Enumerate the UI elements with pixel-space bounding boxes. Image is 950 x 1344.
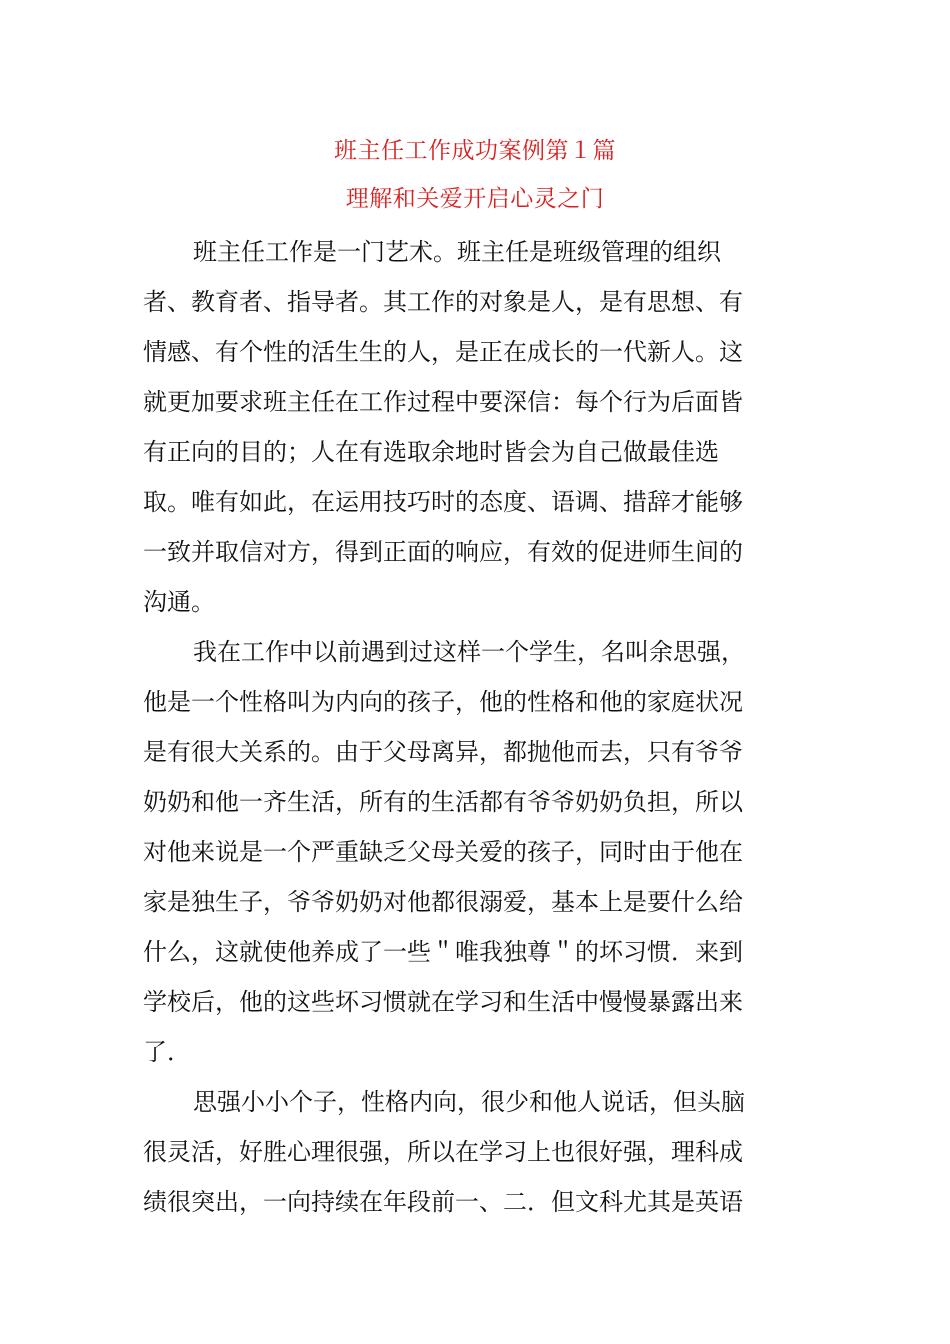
paragraph-line: 他是一个性格叫为内向的孩子，他的性格和他的家庭状况	[143, 688, 743, 716]
paragraph-line: 思强小小个子，性格内向，很少和他人说话，但头脑	[193, 1088, 745, 1116]
paragraph-line: 取。唯有如此，在运用技巧时的态度、语调、措辞才能够	[143, 488, 743, 516]
paragraph-line: 一致并取信对方，得到正面的响应，有效的促进师生间的	[143, 538, 743, 566]
paragraph-line: 者、教育者、指导者。其工作的对象是人，是有思想、有	[143, 288, 743, 316]
paragraph-line: 情感、有个性的活生生的人，是正在成长的一代新人。这	[143, 338, 743, 366]
paragraph-line: 是有很大关系的。由于父母离异，都抛他而去，只有爷爷	[143, 738, 743, 766]
document-subtitle: 理解和关爱开启心灵之门	[345, 186, 605, 212]
paragraph-line: 班主任工作是一门艺术。班主任是班级管理的组织	[193, 238, 721, 266]
paragraph-line: 我在工作中以前遇到过这样一个学生，名叫余思强，	[193, 638, 745, 666]
paragraph-line: 了．	[143, 1038, 191, 1066]
document-title: 班主任工作成功案例第１篇	[334, 138, 616, 164]
paragraph-line: 奶奶和他一齐生活，所有的生活都有爷爷奶奶负担，所以	[143, 788, 743, 816]
paragraph-line: 学校后，他的这些坏习惯就在学习和生活中慢慢暴露出来	[143, 988, 743, 1016]
paragraph-line: 什么，这就使他养成了一些＂唯我独尊＂的坏习惯．来到	[143, 938, 743, 966]
paragraph-line: 对他来说是一个严重缺乏父母关爱的孩子，同时由于他在	[143, 838, 743, 866]
paragraph-line: 绩很突出，一向持续在年段前一、二．但文科尤其是英语	[143, 1188, 743, 1216]
paragraph-line: 就更加要求班主任在工作过程中要深信：每个行为后面皆	[143, 388, 743, 416]
paragraph-line: 很灵活，好胜心理很强，所以在学习上也很好强，理科成	[143, 1138, 743, 1166]
paragraph-line: 家是独生子，爷爷奶奶对他都很溺爱，基本上是要什么给	[143, 888, 743, 916]
paragraph-line: 沟通。	[143, 588, 215, 616]
paragraph-line: 有正向的目的；人在有选取余地时皆会为自己做最佳选	[143, 438, 719, 466]
document-body	[143, 232, 808, 1232]
